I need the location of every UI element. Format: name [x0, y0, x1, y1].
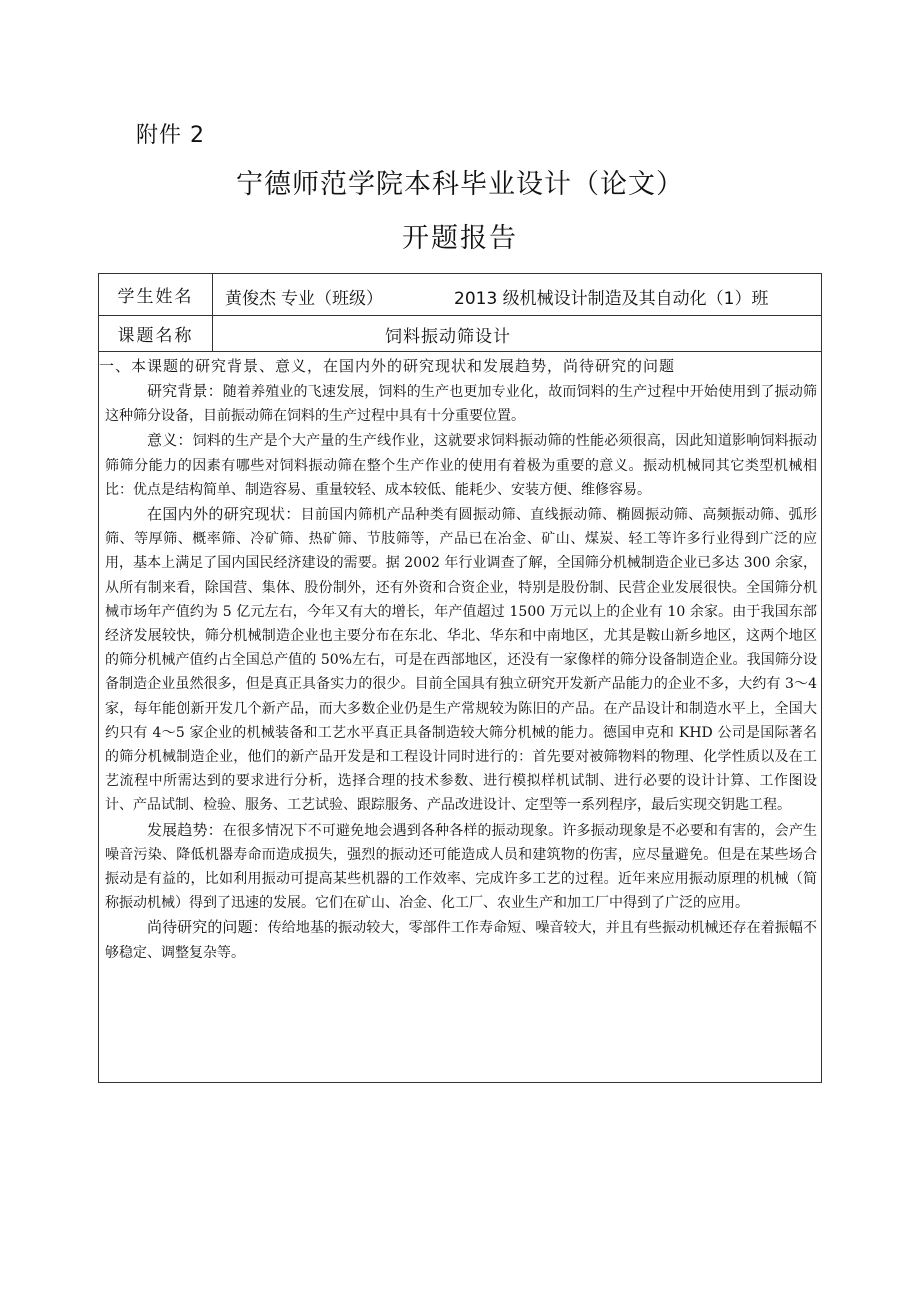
paragraph-research-status — [105, 502, 817, 818]
student-name-label: 学生姓名 — [99, 274, 213, 315]
section-heading: 一、本课题的研究背景、意义，在国内外的研究现状和发展趋势，尚待研究的问题 — [99, 357, 676, 375]
paragraph-text: 饲料的生产是个大产量的生产线作业，这就要求饲料振动筛的性能必须很高，因此知道影响饲料振动筛筛分能力的因素有哪些对饲料振动筛在整个生产作业的使用有着极为重要的意义。振动机械同其它类型机械相比：优点是结构简单、制造容易、重量较轻、成本较低、能耗少、安装方便、维修容易。 — [105, 433, 817, 498]
paragraph-text: 目前国内筛机产品种类有圆振动筛、直线振动筛、椭圆振动筛、高频振动筛、弧形筛、等厚筛、概率筛、冷矿筛、热矿筛、节肢筛等，产品已在冶金、矿山、煤炭、轻工等许多行业得到广泛的应用，基本上满足了国内国民经济建设的需要。据 2002 年行业调查了解，全国筛分机械制造企业已多达 300 余家，从所有制来看，除国营、集体、股份制外，还有外资和合资企业，特别是股份制、民营企业发展很快。全国筛分机械市场年产值约为 5 亿元左右，今年又有大的增长，年产值超过 1500 万元以上的企业有 10 余家。由于我国东部经济发展较快，筛分机械制造企业也主要分布在东北、华北、华东和中南地区，尤其是鞍山新乡地区，这两个地区的筛分机械产值约占全国总产值的 50%左右，可是在西部地区，还没有一家像样的筛分设备制造企业。我国筛分设备制造企业虽然很多，但是真正具备实力的很少。目前全国具有独立研究开发新产品能力的企业不多，大约有 3～4 家，每年能创新开发几个新产品，而大多数企业仍是生产常规较为陈旧的产品。在产品设计和制造水平上，全国大约只有 4～5 家企业的机械装备和工艺水平真正具备制造较大筛分机械的能力。德国申克和 KHD 公司是国际著名的筛分机械制造企业，他们的新产品开发是和工程设计同时进行的：首先要对被筛物料的物理、化学性质以及在工艺流程中所需达到的要求进行分析，选择合理的技术参数、进行模拟样机试制、进行必要的设计计算、工作图设计、产品试制、检验、服务、工艺试验、跟踪服务、产品改进设计、定型等一系列程序，最后实现交钥匙工程。 — [105, 507, 817, 814]
paragraph-lead: 意义： — [147, 431, 193, 450]
paragraph-lead: 尚待研究的问题： — [147, 918, 268, 937]
annex-label: 附件 2 — [136, 123, 205, 148]
paragraph-text: 在很多情况下不可避免地会遇到各种各样的振动现象。许多振动现象是不必要和有害的，会产生噪音污染、降低机器寿命而造成损失，强烈的振动还可能造成人员和建筑物的伤害，应尽量避免。但是在某些场合振动是有益的，比如利用振动可提高某些机器的工作效率、完成许多工艺的过程。近年来应用振动原理的机械（简称振动机械）得到了迅速的发展。它们在矿山、冶金、化工厂、农业生产和加工厂中得到了广泛的应用。 — [105, 822, 817, 912]
report-body-cell — [99, 354, 817, 965]
paragraph-lead: 研究背景： — [147, 382, 223, 400]
student-name-value: 黄俊杰 — [225, 289, 276, 309]
paragraph-lead: 发展趋势： — [147, 820, 223, 839]
paragraph-background — [105, 379, 817, 428]
topic-row — [99, 315, 821, 352]
paragraph-text: 传给地基的振动较大，零部件工作寿命短、噪音较大，并且有些振动机械还存在着振幅不够稳定、调整复杂等。 — [105, 920, 817, 961]
paragraph-open-problems — [105, 915, 817, 964]
paragraph-significance — [105, 428, 817, 502]
report-form-table — [98, 273, 822, 1083]
paragraph-trends — [105, 818, 817, 916]
major-class-label: 专业（班级） — [281, 289, 383, 309]
student-info-row — [99, 274, 821, 316]
paragraph-text: 随着养殖业的飞速发展，饲料的生产也更加专业化，故而饲料的生产过程中开始使用到了振动筛这种筛分设备，目前振动筛在饲料的生产过程中具有十分重要位置。 — [105, 384, 817, 425]
major-class-value: 2013 级机械设计制造及其自动化（1）班 — [454, 289, 769, 309]
document-title: 宁德师范学院本科毕业设计（论文） — [236, 169, 684, 200]
document-subtitle: 开题报告 — [402, 223, 518, 254]
paragraph-lead: 在国内外的研究现状： — [147, 505, 301, 524]
topic-label: 课题名称 — [99, 315, 213, 351]
topic-value: 饲料振动筛设计 — [385, 327, 511, 347]
